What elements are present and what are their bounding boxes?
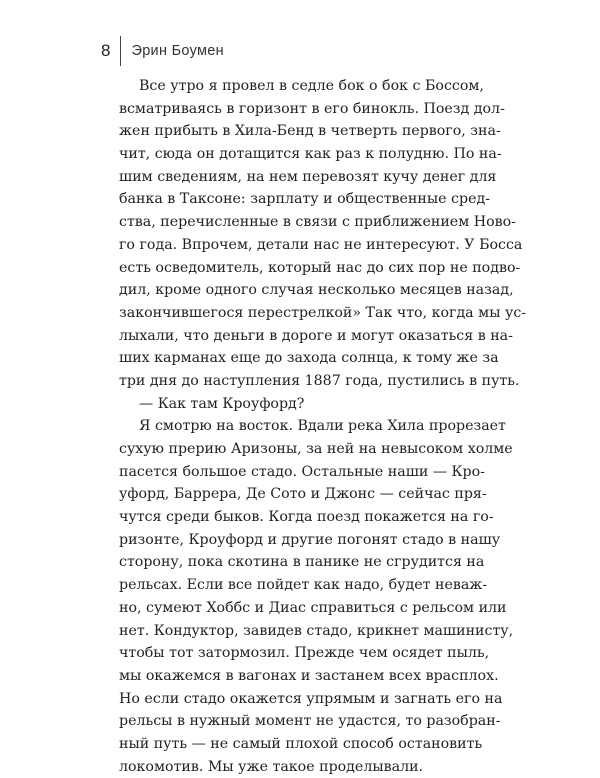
text-line: закончившегося перестрелкой» Так что, когда мы ус- — [119, 304, 527, 321]
text-line: но, сумеют Хоббс и Диас справиться с рельсом или — [119, 599, 507, 616]
text-line: ный путь — не самый плохой способ остановить — [119, 735, 483, 752]
text-line: уфорд, Баррера, Де Сото и Джонс — сейчас пря- — [119, 486, 487, 503]
text-line: банка в Таксоне: зарплату и общественные сред- — [119, 191, 490, 208]
text-line: всматриваясь в горизонт в его бинокль. Поезд дол- — [119, 100, 505, 117]
text-line: рельсы в нужный момент не удастся, то разобран- — [119, 713, 501, 730]
text-line: рельсах. Если все пойдет как надо, будет неваж- — [119, 577, 488, 594]
text-line: ризонте, Кроуфорд и другие погонят стадо в нашу — [119, 531, 501, 548]
text-line: го года. Впрочем, детали нас не интересуют. У Босса — [119, 236, 523, 253]
text-line: Все утро я провел в седле бок о бок с Боссом, — [139, 78, 484, 94]
text-line: лыхали, что деньги в дороге и могут оказаться в на- — [119, 327, 513, 344]
text-line: чтобы тот затормозил. Прежде чем осядет пыль, — [119, 645, 490, 662]
text-line: Но если стадо окажется упрямым и загнать его на — [119, 690, 503, 707]
body-text — [119, 75, 527, 778]
text-line: шим сведениям, на нем перевозят кучу денег для — [119, 168, 497, 185]
text-line: три дня до наступления 1887 года, пустились в путь. — [119, 372, 520, 389]
text-line: жен прибыть в Хила-Бенд в четверть первого, зна- — [119, 123, 501, 140]
text-line: сухую прерию Аризоны, за ней на невысоком холме — [119, 441, 513, 457]
text-line: локомотив. Мы уже такое проделывали. — [119, 758, 424, 775]
text-line: ших карманах еще до захода солнца, к тому же за — [119, 350, 499, 367]
dialogue-line: — Как там Кроуфорд? — [139, 395, 305, 412]
text-line: Я смотрю на восток. Вдали река Хила прорезает — [139, 418, 506, 435]
running-title: Эрин Боумен — [131, 43, 224, 59]
text-line: ства, перечисленные в связи с приближением Ново- — [119, 214, 516, 231]
text-line: есть осведомитель, который нас до сих пор не подво- — [119, 259, 521, 276]
page-header — [101, 34, 224, 68]
text-line: пасется большое стадо. Остальные наши — Кро- — [119, 463, 485, 480]
text-line: мы окажемся в вагонах и застанем всех врасплох. — [119, 667, 499, 684]
text-line: нет. Кондуктор, завидев стадо, крикнет машинисту, — [119, 622, 514, 639]
text-line: чутся среди быков. Когда поезд покажется на го- — [119, 509, 494, 526]
text-line: дил, кроме одного случая несколько месяцев назад, — [119, 282, 514, 299]
page-number: 8 — [101, 41, 111, 60]
text-line: чит, сюда он дотащится как раз к полудню. По на- — [119, 146, 502, 163]
text-line: сторону, пока скотина в панике не сгрудится на — [119, 554, 485, 571]
